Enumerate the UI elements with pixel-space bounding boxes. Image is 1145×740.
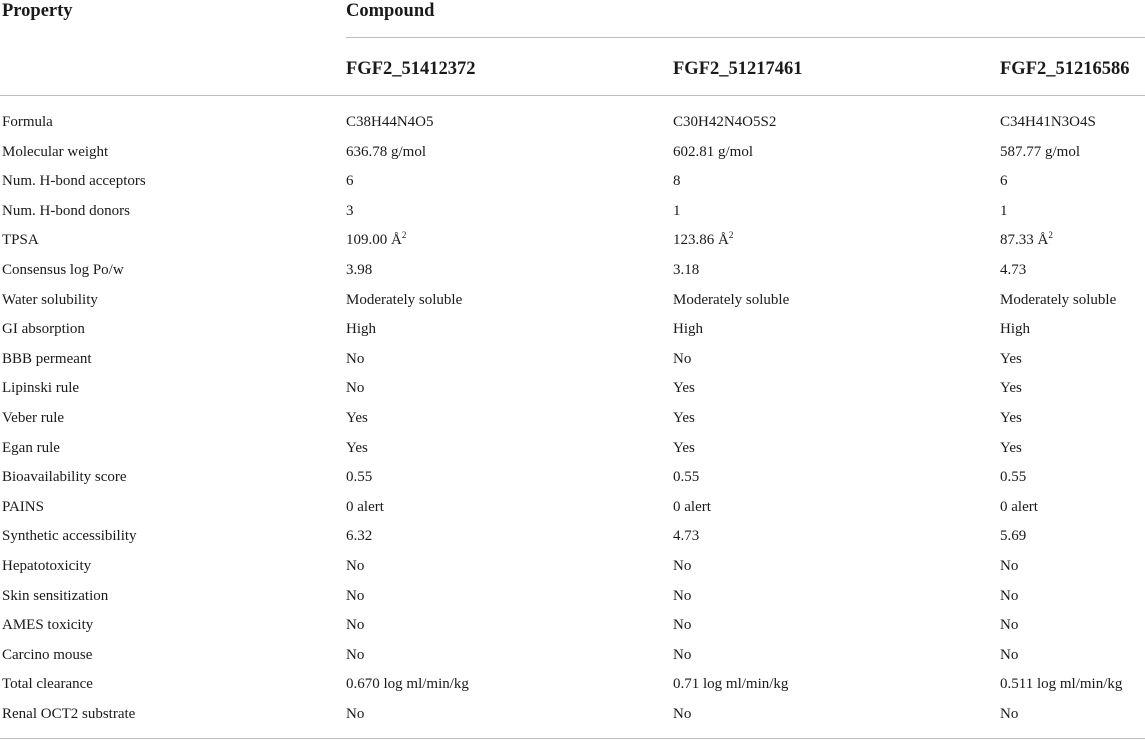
- value-text: No: [673, 350, 692, 367]
- property-cell: Formula: [2, 114, 53, 130]
- value-text: 0.55: [1000, 469, 1027, 486]
- value-cell: [346, 230, 406, 250]
- value-text: No: [346, 350, 365, 367]
- value-text: 87.33 Å: [1000, 232, 1049, 249]
- value-cell: [1000, 112, 1096, 132]
- value-text: 587.77 g/mol: [1000, 143, 1081, 160]
- value-text: 1: [1000, 202, 1008, 219]
- value-text: No: [1000, 587, 1019, 604]
- value-text: Yes: [673, 380, 695, 397]
- value-cell: [1000, 290, 1116, 310]
- value-cell: [1000, 556, 1018, 576]
- value-cell: [346, 674, 469, 694]
- table-row: [0, 142, 1145, 172]
- table-row: [0, 615, 1145, 645]
- value-cell: [346, 319, 376, 339]
- value-text: 123.86 Å: [673, 232, 729, 249]
- value-text: 3.18: [673, 262, 700, 278]
- value-text: High: [346, 321, 376, 338]
- table-row: [0, 586, 1145, 616]
- value-cell: [1000, 171, 1008, 191]
- property-cell: Water solubility: [2, 291, 98, 308]
- value-cell: [346, 408, 368, 428]
- table-row: [0, 349, 1145, 379]
- table-row: [0, 438, 1145, 468]
- value-text: No: [673, 646, 692, 663]
- unit-superscript: 2: [1048, 230, 1053, 241]
- value-text: 6: [1000, 173, 1008, 190]
- value-cell: [346, 467, 372, 487]
- value-text: Yes: [1000, 439, 1022, 456]
- value-text: No: [346, 558, 365, 574]
- property-cell: TPSA: [2, 232, 39, 249]
- value-cell: [673, 378, 695, 398]
- table-row: [0, 260, 1145, 290]
- compound-group-rule: [346, 37, 1145, 38]
- value-text: 0.71 log ml/min/kg: [673, 676, 789, 693]
- property-cell: Veber rule: [2, 410, 65, 426]
- value-cell: [673, 674, 788, 694]
- value-text: Yes: [673, 439, 695, 456]
- property-cell: Skin sensitization: [2, 587, 109, 604]
- value-cell: [1000, 260, 1026, 280]
- value-cell: [1000, 319, 1030, 339]
- header-bottom-rule: [0, 95, 1145, 96]
- value-cell: [673, 142, 753, 162]
- value-cell: [346, 378, 364, 398]
- value-cell: [346, 526, 372, 546]
- value-text: No: [346, 646, 365, 663]
- value-cell: [1000, 645, 1018, 665]
- table-row: [0, 378, 1145, 408]
- table-row: [0, 319, 1145, 349]
- table-bottom-rule: [0, 738, 1145, 739]
- value-cell: [673, 201, 681, 221]
- table-row: [0, 230, 1145, 260]
- value-cell: [673, 467, 699, 487]
- value-cell: [1000, 438, 1022, 458]
- value-text: 6: [346, 173, 354, 190]
- header-compound: Compound: [346, 1, 435, 21]
- value-text: 4.73: [673, 528, 700, 545]
- value-cell: [1000, 526, 1026, 546]
- property-cell: AMES toxicity: [2, 617, 94, 634]
- value-text: Moderately soluble: [1000, 291, 1117, 308]
- value-text: No: [1000, 706, 1019, 722]
- value-text: Yes: [346, 410, 368, 426]
- value-cell: [346, 645, 364, 665]
- value-text: C34H41N3O4S: [1000, 114, 1096, 130]
- unit-superscript: 2: [401, 230, 407, 241]
- table-row: [0, 290, 1145, 320]
- value-cell: [673, 112, 776, 132]
- value-text: C38H44N4O5: [346, 114, 434, 130]
- header-compound-1: FGF2_51412372: [346, 59, 476, 79]
- value-cell: [1000, 586, 1018, 606]
- value-text: High: [673, 321, 703, 338]
- value-text: Yes: [1000, 410, 1022, 426]
- value-cell: [346, 290, 462, 310]
- value-text: No: [1000, 558, 1019, 574]
- value-text: 0.511 log ml/min/kg: [1000, 676, 1123, 693]
- value-text: No: [346, 617, 365, 634]
- value-text: Yes: [346, 439, 368, 456]
- value-cell: [673, 260, 699, 280]
- property-cell: PAINS: [2, 498, 44, 515]
- value-text: 0.670 log ml/min/kg: [346, 676, 469, 693]
- header-compound-2: FGF2_51217461: [673, 59, 803, 79]
- value-text: High: [1000, 321, 1030, 338]
- value-text: 0.55: [346, 469, 373, 486]
- value-cell: [1000, 704, 1018, 724]
- value-text: C30H42N4O5S2: [673, 114, 777, 130]
- header-compound-3: FGF2_51216586: [1000, 59, 1130, 79]
- value-cell: [673, 497, 711, 517]
- value-text: 5.69: [1000, 528, 1027, 545]
- property-cell: Carcino mouse: [2, 646, 93, 663]
- value-text: 1: [673, 202, 681, 219]
- unit-superscript: 2: [728, 230, 734, 241]
- value-text: Yes: [1000, 350, 1022, 367]
- value-text: No: [1000, 646, 1019, 663]
- value-text: 3.98: [346, 262, 373, 278]
- value-text: Yes: [673, 410, 695, 426]
- property-cell: Lipinski rule: [2, 380, 80, 397]
- value-cell: [346, 615, 364, 635]
- table-row: [0, 645, 1145, 675]
- value-cell: [1000, 674, 1122, 694]
- value-cell: [346, 142, 426, 162]
- value-text: 0.55: [673, 469, 700, 486]
- value-cell: [673, 704, 691, 724]
- value-cell: [1000, 497, 1038, 517]
- property-cell: BBB permeant: [2, 350, 92, 367]
- property-cell: Synthetic accessibility: [2, 528, 137, 545]
- value-cell: [673, 290, 789, 310]
- header-property: Property: [2, 1, 73, 21]
- value-text: No: [346, 706, 365, 722]
- value-cell: [346, 260, 372, 280]
- property-cell: Bioavailability score: [2, 469, 127, 486]
- table-row: [0, 467, 1145, 497]
- value-text: No: [1000, 617, 1019, 634]
- value-cell: [1000, 467, 1026, 487]
- value-text: Yes: [1000, 380, 1022, 397]
- value-text: 636.78 g/mol: [346, 143, 427, 160]
- value-cell: [346, 112, 434, 132]
- value-cell: [1000, 378, 1022, 398]
- value-cell: [673, 408, 695, 428]
- table-row: [0, 526, 1145, 556]
- value-cell: [673, 171, 681, 191]
- value-text: No: [673, 558, 692, 574]
- value-text: Moderately soluble: [346, 291, 463, 308]
- value-cell: [1000, 230, 1053, 250]
- value-cell: [1000, 142, 1080, 162]
- property-cell: Total clearance: [2, 676, 93, 693]
- value-text: 4.73: [1000, 262, 1027, 278]
- value-cell: [346, 704, 364, 724]
- value-cell: [1000, 201, 1008, 221]
- value-text: 6.32: [346, 528, 373, 545]
- value-cell: [346, 349, 364, 369]
- value-text: 0 alert: [1000, 498, 1038, 515]
- value-cell: [673, 645, 691, 665]
- table-row: [0, 704, 1145, 734]
- value-text: 602.81 g/mol: [673, 143, 754, 160]
- table-row: [0, 201, 1145, 231]
- property-cell: Num. H-bond acceptors: [2, 173, 146, 190]
- value-text: No: [673, 617, 692, 634]
- table-row: [0, 112, 1145, 142]
- value-text: No: [673, 706, 692, 722]
- property-cell: GI absorption: [2, 321, 85, 338]
- value-cell: [346, 556, 364, 576]
- value-cell: [673, 526, 699, 546]
- value-cell: [673, 230, 733, 250]
- value-cell: [673, 556, 691, 576]
- property-cell: Renal OCT2 substrate: [2, 706, 136, 722]
- value-text: 0 alert: [673, 498, 711, 515]
- table-row: [0, 556, 1145, 586]
- value-text: No: [673, 587, 692, 604]
- value-text: 8: [673, 173, 681, 190]
- value-cell: [346, 171, 354, 191]
- value-cell: [1000, 408, 1022, 428]
- value-cell: [346, 497, 384, 517]
- table-row: [0, 674, 1145, 704]
- property-cell: Num. H-bond donors: [2, 202, 130, 219]
- value-cell: [673, 615, 691, 635]
- value-cell: [673, 586, 691, 606]
- table-row: [0, 171, 1145, 201]
- value-cell: [346, 438, 368, 458]
- property-cell: Hepatotoxicity: [2, 558, 92, 574]
- value-cell: [673, 438, 695, 458]
- property-cell: Egan rule: [2, 439, 60, 456]
- table-row: [0, 408, 1145, 438]
- value-text: 0 alert: [346, 498, 384, 515]
- value-cell: [346, 201, 354, 221]
- table-row: [0, 497, 1145, 527]
- value-cell: [673, 319, 703, 339]
- value-cell: [1000, 349, 1022, 369]
- value-cell: [673, 349, 691, 369]
- value-cell: [1000, 615, 1018, 635]
- value-text: 109.00 Å: [346, 232, 402, 249]
- value-text: No: [346, 587, 365, 604]
- value-text: Moderately soluble: [673, 291, 790, 308]
- value-text: No: [346, 380, 365, 397]
- value-cell: [346, 586, 364, 606]
- value-text: 3: [346, 202, 354, 219]
- property-cell: Consensus log Po/w: [2, 262, 124, 278]
- property-cell: Molecular weight: [2, 143, 109, 160]
